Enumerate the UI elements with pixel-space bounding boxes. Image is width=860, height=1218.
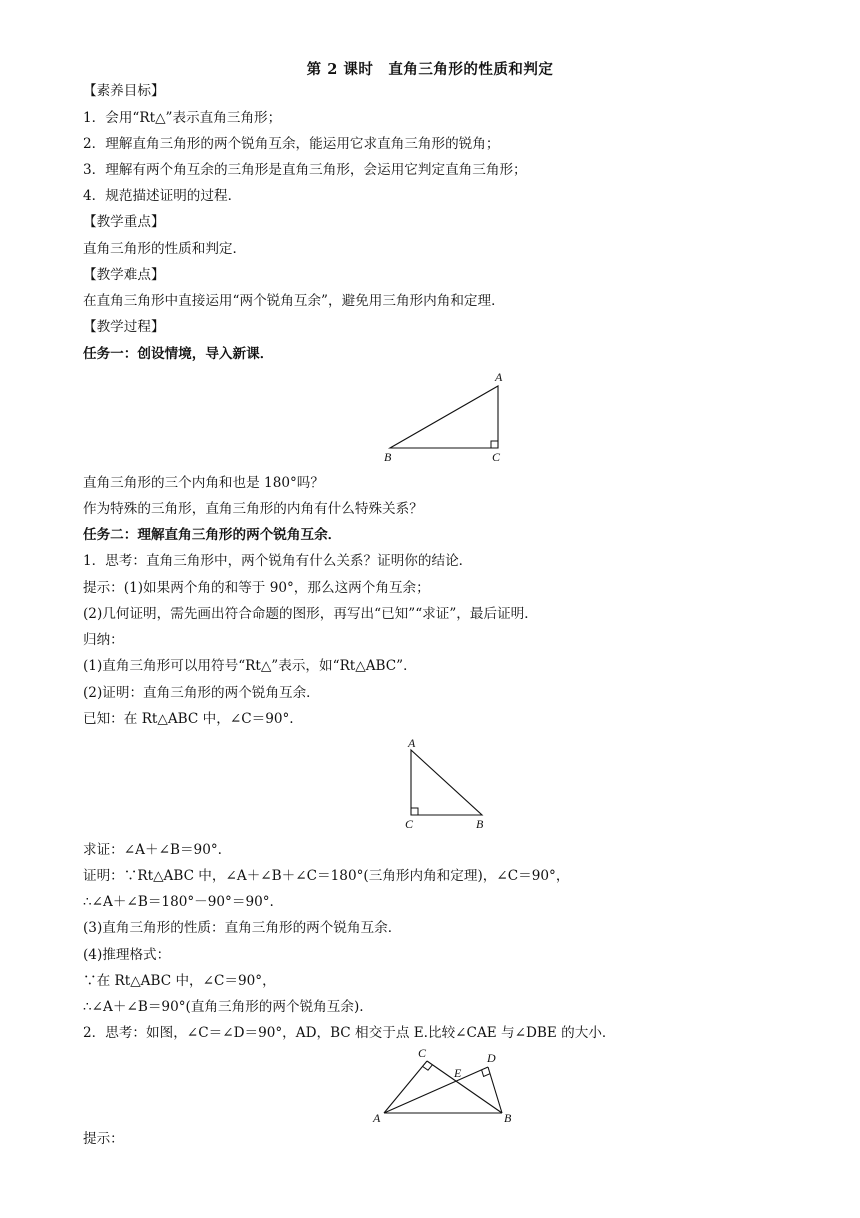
segment-cb bbox=[427, 1061, 502, 1113]
text-line: 直角三角形的性质和判定． bbox=[83, 241, 247, 257]
text-line: 已知：在 Rt△ABC 中，∠C＝90°. bbox=[83, 711, 294, 727]
text-line: 求证：∠A＋∠B＝90°. bbox=[83, 842, 222, 858]
text-line: 提示：(1)如果两个角的和等于 90°，那么这两个角互余； bbox=[83, 580, 430, 596]
right-angle-mark bbox=[411, 808, 418, 815]
segment-db bbox=[488, 1067, 502, 1113]
vertex-label-b: B bbox=[504, 1111, 512, 1125]
text-line: 证明：∵Rt△ABC 中，∠A＋∠B＋∠C＝180°(三角形内角和定理)，∠C＝90°， bbox=[83, 868, 570, 884]
section-heading: 【教学过程】 bbox=[83, 319, 165, 335]
text-line: (3)直角三角形的性质：直角三角形的两个锐角互余． bbox=[83, 920, 402, 936]
section-heading: 【素养目标】 bbox=[83, 83, 165, 99]
text-line: ∴∠A＋∠B＝180°－90°＝90°. bbox=[83, 894, 274, 910]
right-angle-mark bbox=[491, 441, 498, 448]
text-line: (2)证明：直角三角形的两个锐角互余． bbox=[83, 685, 320, 701]
text-line: 提示： bbox=[83, 1131, 124, 1147]
point-label-e: E bbox=[454, 1066, 462, 1080]
vertex-label-b: B bbox=[476, 817, 484, 831]
page-title: 第 2 课时 直角三角形的性质和判定 bbox=[306, 61, 554, 78]
text-line: ∴∠A＋∠B＝90°(直角三角形的两个锐角互余). bbox=[83, 999, 364, 1015]
task-heading: 任务一：创设情境，导入新课． bbox=[83, 346, 274, 362]
text-line: 在直角三角形中直接运用“两个锐角互余”，避免用三角形内角和定理． bbox=[83, 293, 505, 309]
text-line: (4)推理格式： bbox=[83, 947, 171, 963]
vertex-label-d: D bbox=[487, 1051, 496, 1065]
right-angle-mark-c bbox=[423, 1065, 433, 1070]
vertex-label-a: A bbox=[373, 1111, 381, 1125]
text-line: 归纳： bbox=[83, 632, 124, 648]
text-line: (2)几何证明，需先画出符合命题的图形，再写出“已知”“求证”，最后证明． bbox=[83, 606, 538, 622]
figure-triangle-2 bbox=[400, 736, 500, 832]
text-line: 作为特殊的三角形，直角三角形的内角有什么特殊关系？ bbox=[83, 501, 423, 517]
text-line: 4．规范描述证明的过程． bbox=[83, 188, 242, 204]
vertex-label-a: A bbox=[495, 370, 503, 384]
vertex-label-c: C bbox=[418, 1046, 427, 1060]
text-line: 3．理解有两个角互余的三角形是直角三角形，会运用它判定直角三角形； bbox=[83, 162, 527, 178]
section-heading: 【教学难点】 bbox=[83, 267, 165, 283]
vertex-label-a: A bbox=[408, 736, 416, 750]
text-line: 1．会用“Rt△”表示直角三角形； bbox=[83, 110, 282, 126]
text-line: ∵在 Rt△ABC 中，∠C＝90°， bbox=[83, 973, 276, 989]
section-heading: 【教学重点】 bbox=[83, 214, 165, 230]
figure-two-triangles bbox=[370, 1044, 520, 1126]
segment-ad bbox=[384, 1067, 488, 1113]
figure-triangle-1 bbox=[378, 370, 518, 466]
text-line: 2．理解直角三角形的两个锐角互余，能运用它求直角三角形的锐角； bbox=[83, 136, 500, 152]
vertex-label-b: B bbox=[384, 450, 392, 464]
text-line: 2．思考：如图，∠C＝∠D＝90°，AD，BC 相交于点 E.比较∠CAE 与∠DBE 的大小． bbox=[83, 1025, 616, 1041]
vertex-label-c: C bbox=[405, 817, 414, 831]
vertex-label-c: C bbox=[492, 450, 501, 464]
text-line: 1．思考：直角三角形中，两个锐角有什么关系？证明你的结论． bbox=[83, 553, 473, 569]
triangle-shape bbox=[390, 386, 498, 448]
text-line: 直角三角形的三个内角和也是 180°吗？ bbox=[83, 475, 324, 491]
task-heading: 任务二：理解直角三角形的两个锐角互余． bbox=[83, 527, 342, 543]
segment-ac bbox=[384, 1061, 427, 1113]
triangle-shape bbox=[411, 750, 482, 815]
text-line: (1)直角三角形可以用符号“Rt△”表示，如“Rt△ABC”． bbox=[83, 658, 417, 674]
